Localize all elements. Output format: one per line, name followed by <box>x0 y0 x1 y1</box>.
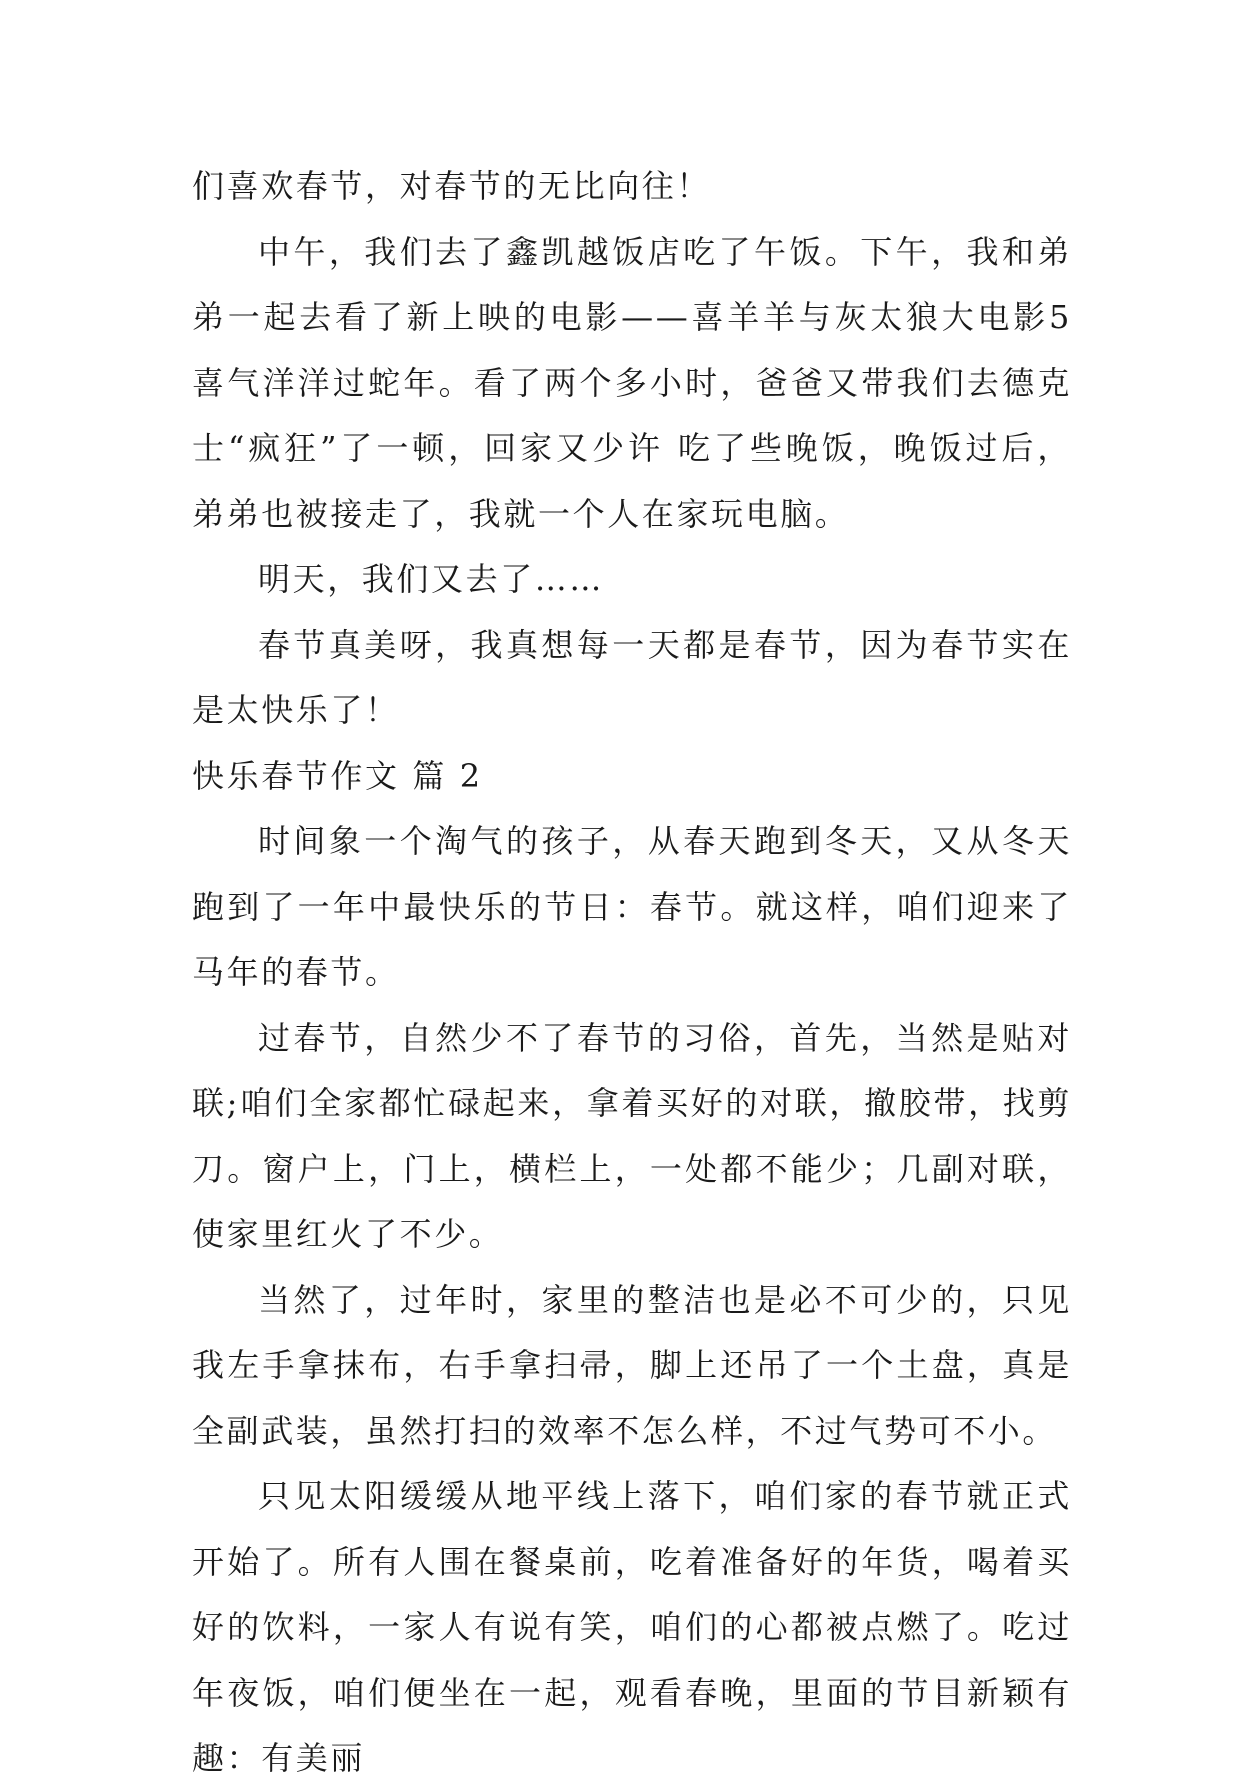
paragraph: 过春节，自然少不了春节的习俗，首先，当然是贴对联;咱们全家都忙碌起来，拿着买好的对联，撤胶带，找剪刀。窗户上，门上，横栏上，一处都不能少；几副对联，使家里红火了不少。 <box>192 1018 1072 1253</box>
paragraph: 们喜欢春节，对春节的无比向往！ <box>192 167 712 205</box>
paragraph: 春节真美呀，我真想每一天都是春节，因为春节实在是太快乐了！ <box>192 625 1072 729</box>
paragraph: 当然了，过年时，家里的整洁也是必不可少的，只见我左手拿抹布，右手拿扫帚，脚上还吊了一个土盘，真是全副武装，虽然打扫的效率不怎么样，不过气势可不小。 <box>192 1280 1072 1450</box>
paragraph: 中午，我们去了鑫凯越饭店吃了午饭。下午，我和弟弟一起去看了新上映的电影——喜羊羊与灰太狼大电影5喜气洋洋过蛇年。看了两个多小时，爸爸又带我们去德克士“疯狂”了一顿，回家又少许 吃了些晚饭，晚饭过后，弟弟也被接走了，我就一个人在家玩电脑。 <box>192 232 1072 533</box>
paragraph: 时间象一个淘气的孩子，从春天跑到冬天，又从冬天跑到了一年中最快乐的节日：春节。就这样，咱们迎来了马年的春节。 <box>192 822 1072 991</box>
paragraph: 只见太阳缓缓从地平线上落下，咱们家的春节就正式开始了。所有人围在餐桌前，吃着准备好的年货，喝着买好的饮料，一家人有说有笑，咱们的心都被点燃了。吃过年夜饭，咱们便坐在一起，观看春晚，里面的节目新颖有趣：有美丽 <box>192 1477 1072 1777</box>
section-heading: 快乐春节作文 篇 2 <box>192 756 483 795</box>
paragraph: 明天，我们又去了…… <box>258 560 605 598</box>
document-body <box>192 154 1072 1792</box>
